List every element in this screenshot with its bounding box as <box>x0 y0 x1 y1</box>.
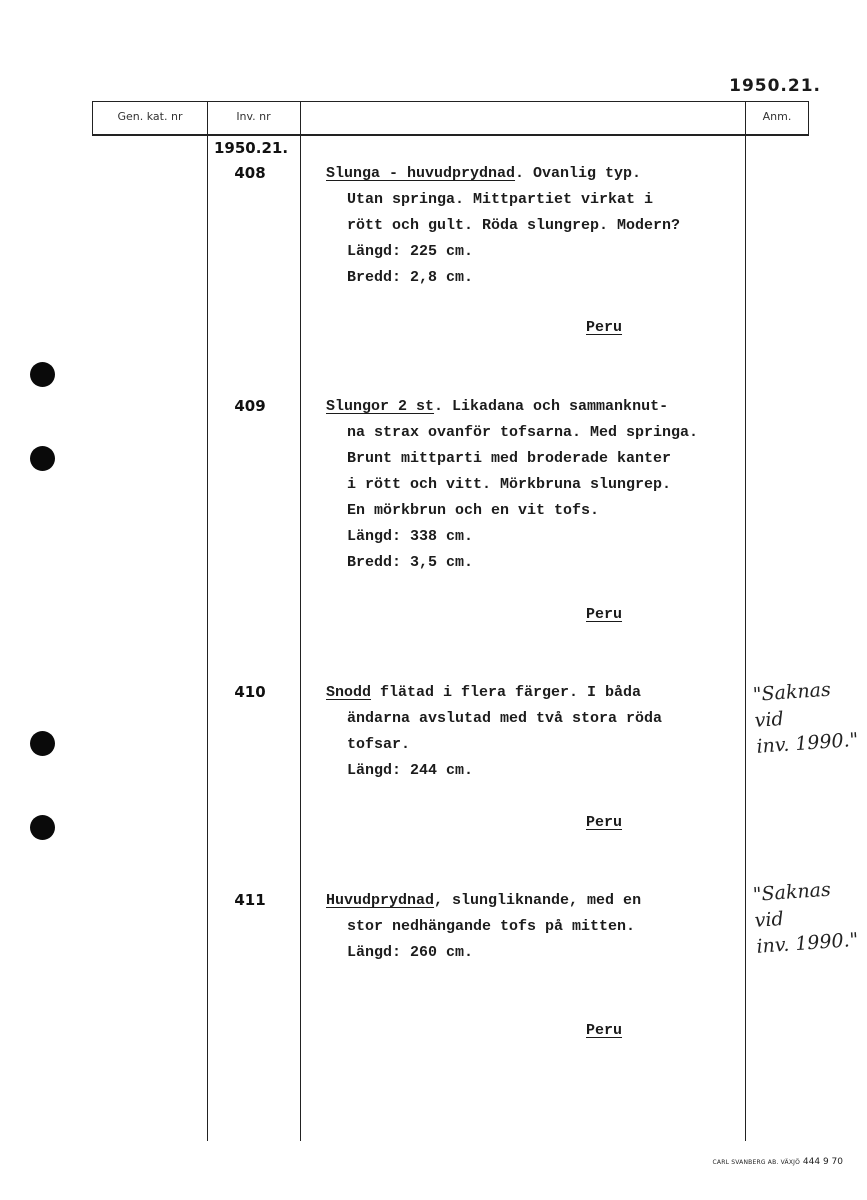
entry-length: Längd: 338 cm. <box>347 528 474 545</box>
column-header-anm: Anm. <box>762 110 792 123</box>
handwritten-note-410 <box>752 674 867 760</box>
entry-text: stor nedhängande tofs på mitten. <box>347 918 636 935</box>
entry-text: Utan springa. Mittpartiet virkat i <box>347 191 654 208</box>
note-line: inv. 1990." <box>755 928 860 958</box>
punch-hole <box>30 446 55 471</box>
column-header-gen-kat: Gen. kat. nr <box>117 110 183 123</box>
entry-text: i rött och vitt. Mörkbruna slungrep. <box>347 476 672 493</box>
punch-hole <box>30 731 55 756</box>
origin-label-410: Peru <box>586 814 623 831</box>
inv-number-410: 410 <box>234 683 266 701</box>
entry-length: Längd: 244 cm. <box>347 762 474 779</box>
entry-length: Längd: 225 cm. <box>347 243 474 260</box>
note-line: "Saknas vid <box>752 878 832 932</box>
column-divider-gen-inv <box>207 101 208 1141</box>
entry-title: Slunga - huvudprydnad <box>326 165 516 182</box>
column-header-inv: Inv. nr <box>236 110 271 123</box>
printer-mark <box>713 1157 843 1167</box>
entry-text: Brunt mittparti med broderade kanter <box>347 450 672 467</box>
entry-title: Slungor 2 st <box>326 398 435 415</box>
header-top-rule <box>92 101 809 102</box>
origin-label-408: Peru <box>586 319 623 336</box>
entry-411 <box>326 888 751 966</box>
entry-text: na strax ovanför tofsarna. Med springa. <box>347 424 699 441</box>
printer-code: 444 9 70 <box>802 1157 843 1167</box>
entry-text: rött och gult. Röda slungrep. Modern? <box>347 217 681 234</box>
header-bottom-rule <box>92 134 809 136</box>
inv-number-408: 408 <box>234 164 266 182</box>
note-line: inv. 1990." <box>755 728 860 758</box>
entry-410 <box>326 680 751 784</box>
entry-text: tofsar. <box>347 736 411 753</box>
entry-408 <box>326 161 751 291</box>
entry-text: . Likadana och sammanknut- <box>434 398 669 415</box>
inv-number-411: 411 <box>234 891 266 909</box>
handwritten-note-411 <box>752 874 867 960</box>
entry-width: Bredd: 2,8 cm. <box>347 269 474 286</box>
printer-name: CARL SVANBERG AB. VÄXJÖ <box>712 1159 801 1166</box>
entry-length: Längd: 260 cm. <box>347 944 474 961</box>
note-line: "Saknas vid <box>752 678 832 732</box>
page-number: 1950.21. <box>729 76 821 96</box>
entry-title: Huvudprydnad <box>326 892 435 909</box>
origin-label-411: Peru <box>586 1022 623 1039</box>
punch-hole <box>30 362 55 387</box>
entry-width: Bredd: 3,5 cm. <box>347 554 474 571</box>
entry-text: ändarna avslutad med två stora röda <box>347 710 663 727</box>
entry-text: flätad i flera färger. I båda <box>371 684 642 701</box>
entry-409 <box>326 394 751 576</box>
column-divider-inv-text <box>300 101 301 1141</box>
entry-text: , slungliknande, med en <box>434 892 642 909</box>
punch-hole <box>30 815 55 840</box>
collection-number: 1950.21. <box>214 139 289 157</box>
entry-text: En mörkbrun och en vit tofs. <box>347 502 600 519</box>
origin-label-409: Peru <box>586 606 623 623</box>
entry-text: . Ovanlig typ. <box>515 165 642 182</box>
inv-number-409: 409 <box>234 397 266 415</box>
entry-title: Snodd <box>326 684 372 701</box>
